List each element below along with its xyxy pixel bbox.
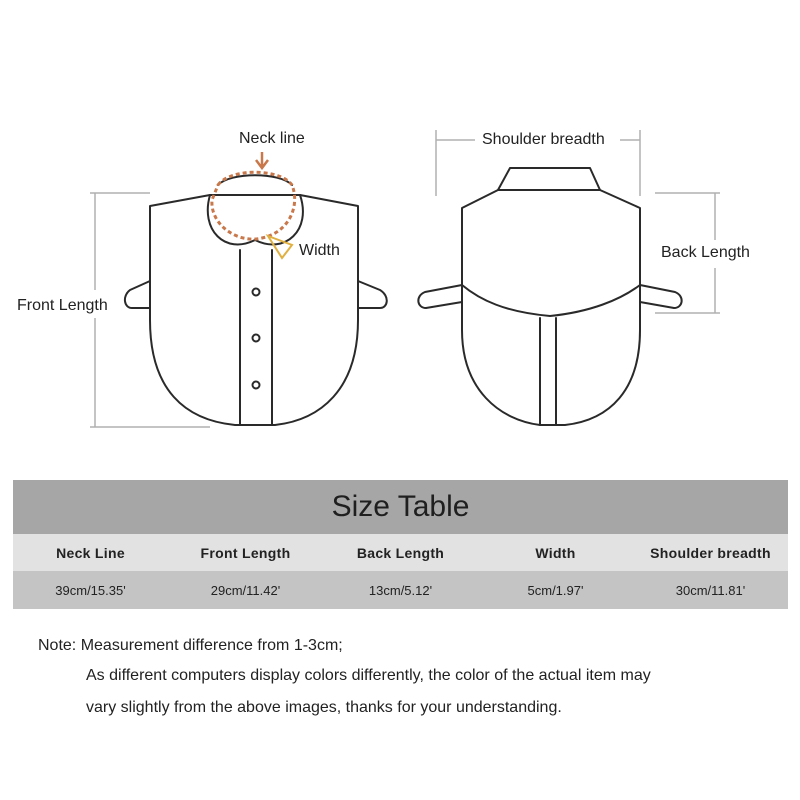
button-1 (253, 289, 260, 296)
note-line-3: vary slightly from the above images, thanks for your understanding. (86, 699, 562, 716)
header-shoulder-breadth: Shoulder breadth (650, 544, 771, 561)
front-length-label: Front Length (17, 297, 108, 314)
back-collar-drawing (418, 168, 681, 425)
back-collar-band (498, 168, 600, 190)
button-3 (253, 382, 260, 389)
back-length-label: Back Length (661, 244, 750, 261)
neck-line-arrow (256, 152, 268, 168)
back-yoke (462, 190, 640, 316)
front-left-strap (125, 281, 150, 308)
header-neck-line: Neck Line (56, 544, 125, 561)
front-body-outline (150, 195, 358, 425)
front-buttons (253, 289, 260, 389)
value-width: 5cm/1.97' (527, 582, 584, 598)
shoulder-breadth-label: Shoulder breadth (482, 131, 605, 148)
note-line-1: Note: Measurement difference from 1-3cm; (38, 637, 343, 654)
size-table-header-row (13, 534, 788, 571)
value-back-length: 13cm/5.12' (368, 582, 433, 598)
button-2 (253, 335, 260, 342)
back-right-strap (640, 285, 682, 308)
size-table-title: Size Table (13, 480, 788, 534)
value-shoulder-breadth: 30cm/11.81' (675, 582, 746, 598)
back-left-strap (418, 285, 462, 308)
note-line-2: As different computers display colors differently, the color of the actual item may (86, 667, 651, 684)
header-back-length: Back Length (356, 544, 445, 561)
size-table (13, 480, 788, 609)
header-front-length: Front Length (200, 544, 291, 561)
neck-line-highlight (212, 172, 295, 239)
neck-line-label: Neck line (239, 130, 305, 147)
front-collar-left (208, 195, 255, 244)
header-width: Width (535, 544, 576, 561)
size-table-value-row (13, 571, 788, 609)
front-right-strap (358, 281, 387, 308)
back-lower-body (462, 285, 640, 425)
value-neck-line: 39cm/15.35' (55, 582, 126, 598)
value-front-length: 29cm/11.42' (210, 582, 281, 598)
back-pleat (540, 318, 556, 425)
width-label: Width (299, 242, 340, 259)
